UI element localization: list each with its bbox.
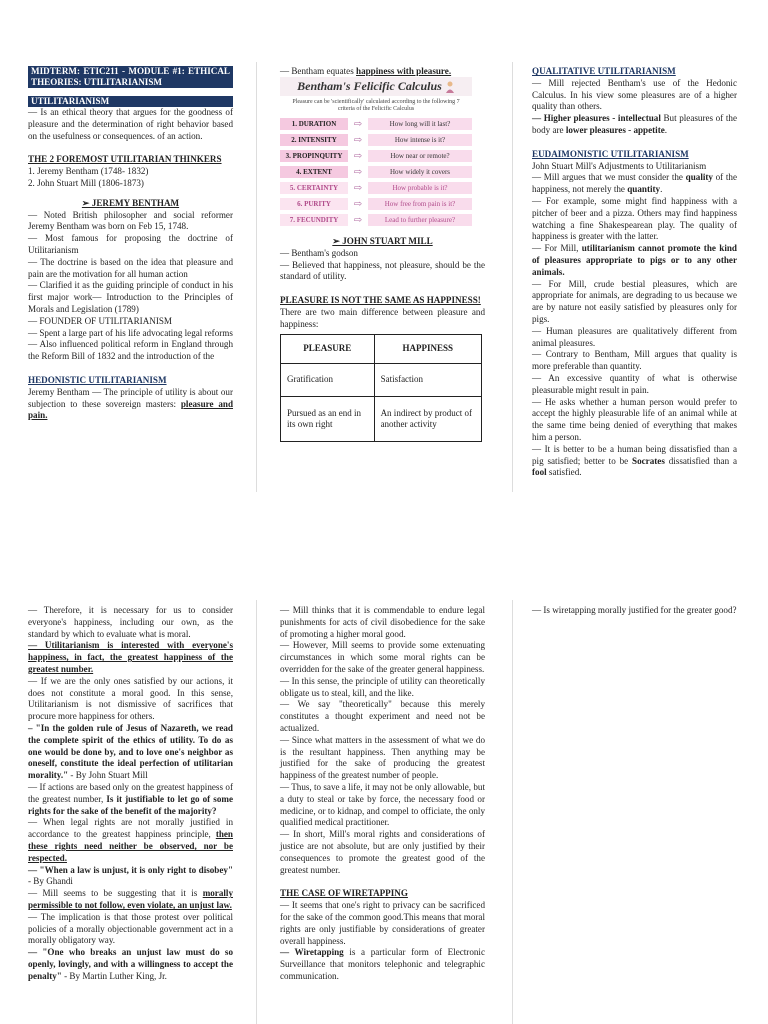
- text-span: But pleasures of the body are: [532, 113, 737, 135]
- table-cell: Satisfaction: [374, 363, 481, 396]
- section-heading-utilitarianism: UTILITARIANISM: [28, 96, 233, 107]
- quote-attribution: - By Ghandi: [28, 876, 73, 887]
- criterion-question: How free from pain is it?: [368, 198, 472, 210]
- felicific-row: [280, 197, 472, 211]
- col4-line: — Therefore, it is necessary for us to consider everyone's happiness, including our own, as the standard by which to evaluate what is moral.: [28, 605, 233, 639]
- felicific-title: [280, 77, 472, 96]
- unjust-law-emphasis: morally permissible to not follow, even violate, an unjust law.: [28, 888, 233, 910]
- column-divider: [256, 62, 257, 492]
- text-span: — Mill seems to be suggesting that it is: [28, 888, 203, 899]
- text-span: of the happiness, not merely the: [532, 172, 738, 195]
- criterion-question: How near or remote?: [368, 150, 472, 162]
- quantity-word: quantity: [627, 184, 661, 195]
- col5-line: — We say "theoretically" because this merely constitutes a thought experiment and need not be actualized.: [280, 699, 485, 733]
- socrates-word: Socrates: [632, 455, 665, 466]
- section-heading-pleasure-happiness: PLEASURE IS NOT THE SAME AS HAPPINESS!: [280, 295, 481, 306]
- person-icon: [445, 81, 455, 93]
- section-heading-thinkers: THE 2 FOREMOST UTILITARIAN THINKERS: [28, 154, 222, 165]
- criterion-key: 4. EXTENT: [280, 166, 348, 178]
- col5-line: — Since what matters in the assessment of what we do is the resultant happiness. Then anything may be justified for the sake of producing the greatest happiness of the greatest number of people.: [280, 734, 485, 781]
- mill-point: — An excessive quantity of what is otherwise pleasurable might result in pain.: [532, 372, 737, 395]
- wiretap-line: — It seems that one's right to privacy can be sacrificed for the sake of the common good.This means that moral rights are only justifiable by considerations of greater overall happiness.: [280, 900, 485, 946]
- hedonistic-intro: Jeremy Bentham — The principle of utility is about our subjection to these sovereign masters:: [28, 386, 233, 409]
- example-text: — For example, some might find happiness with a pitcher of beer and a pizza. Others may find happiness watching a fine Shakespearean play. The quality of happiness is greater with the latter.: [532, 195, 737, 242]
- wiretap-line: [280, 947, 485, 982]
- felicific-row: [280, 117, 472, 131]
- for-mill-emphasis: utilitarianism cannot promote the kind of pleasures appropriate to pigs or to any other animals.: [532, 243, 737, 277]
- arrow-right-icon: ⇨: [353, 134, 363, 146]
- bentham-line: — Noted British philosopher and social reformer Jeremy Bentham was born on Feb 15, 1748.: [28, 209, 233, 232]
- thinker-item: 1. Jeremy Bentham (1748- 1832): [28, 166, 149, 177]
- bentham-line: — Spent a large part of his life advocating legal reforms: [28, 327, 233, 338]
- mill-quote: – "In the golden rule of Jesus of Nazareth, we read the complete spirit of the ethics of utility. To do as one would be done by, and to love one's neighbor as oneself, constitute the ideal perfection of utilitarian morality.": [28, 722, 233, 781]
- criterion-question: Lead to further pleasure?: [368, 214, 472, 226]
- felicific-title-text: Bentham's Felicific Calculus: [297, 79, 442, 93]
- col4-line: [28, 888, 233, 912]
- for-mill-text: [532, 243, 737, 278]
- col4-line: [28, 782, 233, 817]
- felicific-row: [280, 181, 472, 195]
- col4-line: [28, 723, 233, 782]
- col4-line: — If we are the only ones satisfied by our actions, it does not constitute a moral good. In this sense, Utilitarianism is not dismissive of sacrifices that procure more happiness for others.: [28, 675, 233, 722]
- quality-quantity: [532, 172, 737, 196]
- table-row: [281, 363, 482, 396]
- table-header-row: [281, 334, 482, 363]
- criterion-question: How probable is it?: [368, 182, 472, 194]
- text-span: .: [664, 124, 668, 135]
- ghandi-quote: — "When a law is unjust, it is only right to disobey": [28, 864, 233, 875]
- criterion-question: How intense is it?: [368, 134, 472, 146]
- felicific-row: [280, 165, 472, 179]
- felicific-calculus-figure: [280, 77, 472, 226]
- table-cell: Gratification: [281, 363, 375, 396]
- table-header: HAPPINESS: [374, 334, 481, 363]
- quality-word: quality: [685, 172, 713, 183]
- bentham-line: — The doctrine is based on the idea that pleasure and pain are the motivation for all human action: [28, 256, 233, 279]
- column-divider: [256, 600, 257, 1024]
- text-span: dissatisfied than a: [664, 455, 737, 466]
- column-divider: [512, 62, 513, 492]
- thinker-item: 2. John Stuart Mill (1806-1873): [28, 177, 144, 188]
- criterion-key: 1. DURATION: [280, 118, 348, 130]
- col4-line: [28, 947, 233, 982]
- eudaimonistic-intro: John Stuart Mill's Adjustments to Utilitarianism: [532, 160, 707, 171]
- text-span: .: [660, 184, 663, 195]
- section-heading-eudaimonistic: EUDAIMONISTIC UTILITARIANISM: [532, 148, 689, 159]
- bentham-line: — Clarified it as the guiding principle of conduct in his first major work— Introduction to the Principles of Morals and Legislation (1789): [28, 280, 233, 314]
- col4-line: — The implication is that those protest over political policies of a morally objectionable government act in a morally obligatory way.: [28, 911, 233, 946]
- text-span: — If actions are based only on the greatest happiness of the greatest number,: [28, 781, 233, 804]
- column-3: [532, 66, 737, 479]
- qualitative-text: — Mill rejected Bentham's use of the Hedonic Calculus. In his view some pleasures are of a higher quality than others.: [532, 77, 737, 112]
- col5-line: — However, Mill seems to provide some extenuating circumstances in which some moral rights can be overridden for the sake of the greater general happiness.: [280, 640, 485, 674]
- pleasure-happiness-table: [280, 334, 482, 442]
- rights-emphasis: then these rights need neither be observed, nor be respected.: [28, 829, 233, 863]
- arrow-right-icon: ⇨: [353, 182, 363, 194]
- col5-line: — Thus, to save a life, it may not be only allowable, but a duty to steal or take by force, the necessary food or medicine, or to kidnap, and compel to officiate, the only qualified medical practitioner.: [280, 781, 485, 828]
- mlk-quote: — "One who breaks an unjust law must do so openly, lovingly, and with a willingness to accept the penalty": [28, 947, 233, 981]
- section-heading-wiretapping: THE CASE OF WIRETAPPING: [280, 888, 408, 899]
- section-heading-bentham: ➢ JEREMY BENTHAM: [81, 197, 180, 208]
- arrow-right-icon: ⇨: [353, 166, 363, 178]
- felicific-row: [280, 133, 472, 147]
- column-4: [28, 605, 233, 983]
- bentham-line: — Most famous for proposing the doctrine of Utilitarianism: [28, 233, 233, 255]
- col5-line: — Mill thinks that it is commendable to endure legal punishments for acts of civil disobedience for the sake of promoting a higher moral good.: [280, 605, 485, 639]
- col4-line: [28, 817, 233, 864]
- criterion-key: 5. CERTAINTY: [280, 182, 348, 194]
- bentham-line: — Also influenced political reform in England through the Reform Bill of 1832 and the introduction of the: [28, 339, 233, 362]
- arrow-right-icon: ⇨: [353, 150, 363, 162]
- text-span: — It is better to be a human being dissatisfied than a pig satisfied; better to be: [532, 443, 737, 466]
- hedonistic-emphasis: pleasure and pain.: [28, 398, 234, 421]
- wiretap-question: — Is wiretapping morally justified for the greater good?: [532, 605, 737, 615]
- arrow-right-icon: ⇨: [353, 118, 363, 130]
- rights-question: Is it justifiable to let go of some rights for the sake of the benefit of the majority?: [28, 793, 233, 816]
- higher-lower-pleasures: [532, 113, 737, 137]
- lower-pleasures: lower pleasures - appetite: [565, 124, 665, 135]
- pleasure-intro: There are two main difference between pleasure and happiness:: [280, 306, 485, 329]
- text-span: — Mill argues that we must consider the: [532, 172, 686, 183]
- section-heading-mill: ➢ JOHN STUART MILL: [332, 236, 433, 246]
- text-span: satisfied.: [546, 467, 582, 478]
- arrow-right-icon: ⇨: [353, 214, 363, 226]
- criterion-key: 6. PURITY: [280, 198, 348, 210]
- criterion-key: 7. FECUNDITY: [280, 214, 348, 226]
- equates-emphasis: happiness with pleasure.: [356, 66, 452, 76]
- column-1: [28, 66, 233, 422]
- mill-point: — Contrary to Bentham, Mill argues that quality is more preferable than quantity.: [532, 349, 737, 372]
- column-5: [280, 605, 485, 983]
- criterion-key: 2. INTENSITY: [280, 134, 348, 146]
- text-span: — For Mill,: [532, 243, 582, 254]
- mill-point: — For Mill, crude bestial pleasures, which are appropriate for animals, are degrading to us because we are by nature not easily satisfied by pleasures only for pigs.: [532, 278, 737, 324]
- table-cell: Pursued as an end in its own right: [281, 396, 375, 441]
- utilitarianism-definition: — Is an ethical theory that argues for the goodness of pleasure and the determination of right behavior based on the usefulness or consequences. of an action.: [28, 107, 233, 141]
- fool-word: fool: [532, 467, 547, 478]
- criterion-question: How widely it covers: [368, 166, 472, 178]
- quote-attribution: - By John Stuart Mill: [68, 770, 148, 781]
- wiretapping-term: — Wiretapping: [280, 947, 344, 958]
- quote-attribution: - By Martin Luther King, Jr.: [61, 970, 167, 981]
- felicific-subtitle: Pleasure can be 'scientifically' calculated according to the following 7 criteria of the Felicific Calculus: [292, 99, 460, 112]
- table-row: [281, 396, 482, 441]
- arrow-right-icon: ⇨: [353, 198, 363, 210]
- mill-line: — Bentham's godson: [280, 247, 358, 258]
- socrates-quote: [532, 444, 737, 479]
- section-heading-hedonistic: HEDONISTIC UTILITARIANISM: [28, 374, 167, 385]
- felicific-row: [280, 149, 472, 163]
- text-span: — When legal rights are not morally justified in accordance to the greatest happiness principle,: [28, 817, 233, 840]
- column-divider: [512, 600, 513, 1024]
- col5-line: — In short, Mill's moral rights and considerations of justice are not absolute, but are only justified by their consequences to promote the greatest good of the greatest number.: [280, 829, 485, 875]
- col4-line: — Utilitarianism is interested with everyone's happiness, in fact, the greatest happiness of the greatest number.: [28, 640, 233, 674]
- document-title: MIDTERM: ETIC211 - MODULE #1: ETHICAL THEORIES: UTILITARIANISM: [28, 66, 233, 88]
- bentham-line: — FOUNDER OF UTILITARIANISM: [28, 315, 173, 326]
- text-span: is a particular form of Electronic Surveillance that monitors telephonic and telegraphic communication.: [280, 947, 485, 981]
- felicific-row: [280, 213, 472, 227]
- mill-line: — Believed that happiness, not pleasure, should be the standard of utility.: [280, 259, 485, 282]
- col4-line: [28, 865, 233, 889]
- mill-point: — He asks whether a human person would prefer to accept the highly pleasurable life of an animal while at the same time being denied of everything that makes him a person.: [532, 396, 737, 442]
- criterion-key: 3. PROPINQUITY: [280, 150, 348, 162]
- section-heading-qualitative: QUALITATIVE UTILITARIANISM: [532, 66, 676, 76]
- col5-line: — In this sense, the principle of utility can theoretically obligate us to steal, kill, and the like.: [280, 675, 485, 698]
- hedonistic-text: [28, 387, 233, 422]
- criterion-question: How long will it last?: [368, 118, 472, 130]
- table-cell: An indirect by product of another activity: [374, 396, 481, 441]
- column-2-lower: [280, 236, 485, 442]
- column-6: [532, 605, 737, 617]
- higher-pleasures: — Higher pleasures - intellectual: [532, 113, 661, 124]
- mill-point: — Human pleasures are qualitatively different from animal pleasures.: [532, 325, 737, 348]
- equates-text: — Bentham equates: [280, 66, 357, 76]
- table-header: PLEASURE: [281, 334, 375, 363]
